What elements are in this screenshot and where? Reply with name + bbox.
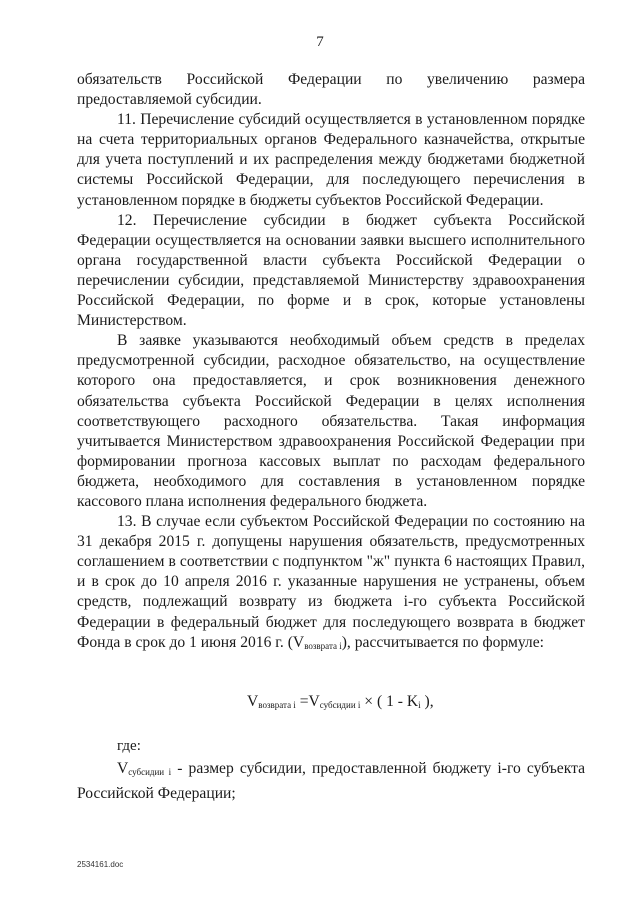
- paragraph-13-tail: ), рассчитывается по формуле:: [341, 633, 544, 651]
- definition-sub: субсидии i: [128, 767, 172, 777]
- paragraph-11: 11. Перечисление субсидий осуществляется в установленном порядке на счета территориальных органов Федерального казначейства, открытые для учета поступлений и их распределения между бюджетами бюджетной системы Российской Федерации, для последующего перечисления в установленном порядке в бюджеты субъектов Российской Федерации.: [77, 111, 585, 209]
- definition-block: [77, 758, 585, 805]
- formula-middle: × ( 1 - K: [360, 693, 419, 710]
- document-body: [77, 70, 585, 656]
- where-label: где:: [117, 738, 141, 754]
- definition-var: V: [117, 760, 129, 777]
- paragraph-12: 12. Перечисление субсидии в бюджет субъекта Российской Федерации осуществляется на основании заявки высшего исполнительного органа государственной власти субъекта Российской Федерации о перечислении субсидии, представляемой Министерству здравоохранения Российской Федерации, по форме и в срок, которые установлены Министерством.: [77, 211, 585, 330]
- paragraph-application: В заявке указываются необходимый объем средств в пределах предусмотренной субсидии, расходное обязательство, на осуществление которого она предоставляется, и срок возникновения денежного обязательства субъекта Российской Федерации в целях исполнения соответствующего расходного обязательства. Такая информация учитывается Министерством здравоохранения Российской Федерации при формировании прогноза кассовых выплат по расходам федерального бюджета, необходимого для составления в установленном порядке кассового плана исполнения федерального бюджета.: [77, 332, 585, 510]
- definition-v-subsidy: [77, 758, 585, 805]
- page-number: 7: [316, 34, 324, 50]
- definition-text: - размер субсидии, предоставленной бюджету i-го субъекта Российской Федерации;: [77, 760, 585, 802]
- paragraph-continuation: обязательств Российской Федерации по увеличению размера предоставляемой субсидии.: [77, 71, 585, 109]
- formula: [247, 693, 434, 711]
- paragraph-13-variable: V: [292, 633, 305, 651]
- formula-rhs-sub: субсидии i: [319, 700, 361, 710]
- formula-k-sub: i: [418, 700, 421, 710]
- formula-lhs-var: V: [247, 693, 259, 710]
- footer-filename: 2534161.doc: [77, 860, 124, 869]
- formula-end: ),: [420, 693, 434, 710]
- paragraph-13: [77, 512, 585, 656]
- formula-rhs-var: V: [308, 693, 320, 710]
- paragraph-13-subscript: возврата i: [304, 640, 342, 651]
- paragraph-13-text: 13. В случае если субъектом Российской Федерации по состоянию на 31 декабря 2015 г. допущены нарушения обязательств, предусмотренных соглашением в соответствии с подпунктом "ж" пункта 6 настоящих Правил, и в срок до 10 апреля 2016 г. указанные нарушения не устранены, объем средств, подлежащий возврату из бюджета i-го субъекта Российской Федерации в федеральный бюджет для последующего возврата в бюджет Фонда в срок до 1 июня 2016 г. (: [77, 513, 585, 651]
- formula-lhs-sub: возврата i: [258, 700, 296, 710]
- formula-equals: =: [299, 693, 309, 710]
